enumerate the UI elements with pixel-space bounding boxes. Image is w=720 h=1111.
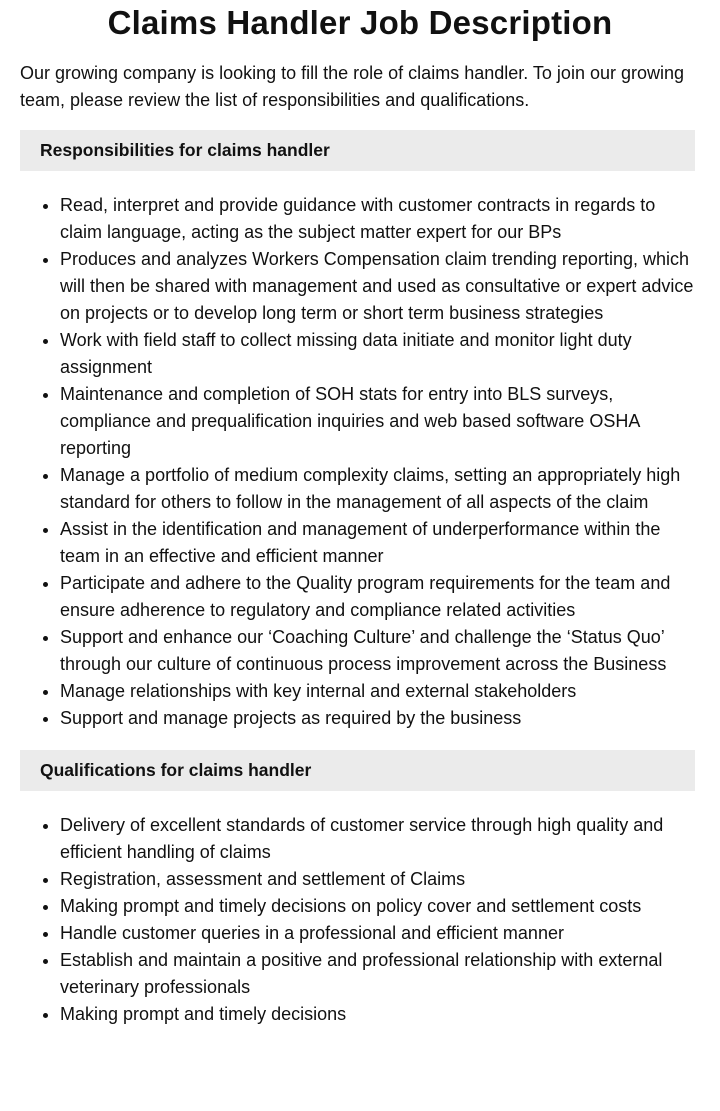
list-item: • Making prompt and timely decisions on policy cover and settlement costs xyxy=(60,893,695,920)
page-title: Claims Handler Job Description xyxy=(107,4,613,41)
qualifications-heading: Qualifications for claims handler xyxy=(20,750,695,791)
list-item: • Handle customer queries in a professional and efficient manner xyxy=(60,920,695,947)
list-item: • Registration, assessment and settlement of Claims xyxy=(60,866,695,893)
list-item: • Making prompt and timely decisions xyxy=(60,1001,695,1028)
list-item: • Manage relationships with key internal and external stakeholders xyxy=(60,678,695,705)
responsibilities-heading: Responsibilities for claims handler xyxy=(20,130,695,171)
responsibilities-list xyxy=(20,192,695,732)
intro-text: Our growing company is looking to fill the role of claims handler. To join our growing team, please review the list of responsibilities and qualifications. xyxy=(20,63,685,110)
list-item: • Delivery of excellent standards of customer service through high quality and efficient handling of claims xyxy=(60,812,695,866)
list-item: • Read, interpret and provide guidance with customer contracts in regards to claim language, acting as the subject matter expert for our BPs xyxy=(60,192,695,246)
list-item: • Assist in the identification and management of underperformance within the team in an effective and efficient manner xyxy=(60,516,695,570)
list-item: • Establish and maintain a positive and professional relationship with external veterinary professionals xyxy=(60,947,695,1001)
list-item: • Produces and analyzes Workers Compensation claim trending reporting, which will then be shared with management and used as consultative or expert advice on projects or to develop long term or short term business strategies xyxy=(60,246,695,327)
list-item: • Participate and adhere to the Quality program requirements for the team and ensure adherence to regulatory and compliance related activities xyxy=(60,570,695,624)
list-item: • Support and manage projects as required by the business xyxy=(60,705,695,732)
list-item: • Manage a portfolio of medium complexity claims, setting an appropriately high standard for others to follow in the management of all aspects of the claim xyxy=(60,462,695,516)
list-item: • Maintenance and completion of SOH stats for entry into BLS surveys, compliance and prequalification inquiries and web based software OSHA reporting xyxy=(60,381,695,462)
qualifications-list xyxy=(20,812,695,1028)
list-item: • Work with field staff to collect missing data initiate and monitor light duty assignment xyxy=(60,327,695,381)
list-item: • Support and enhance our ‘Coaching Culture’ and challenge the ‘Status Quo’ through our culture of continuous process improvement across the Business xyxy=(60,624,695,678)
